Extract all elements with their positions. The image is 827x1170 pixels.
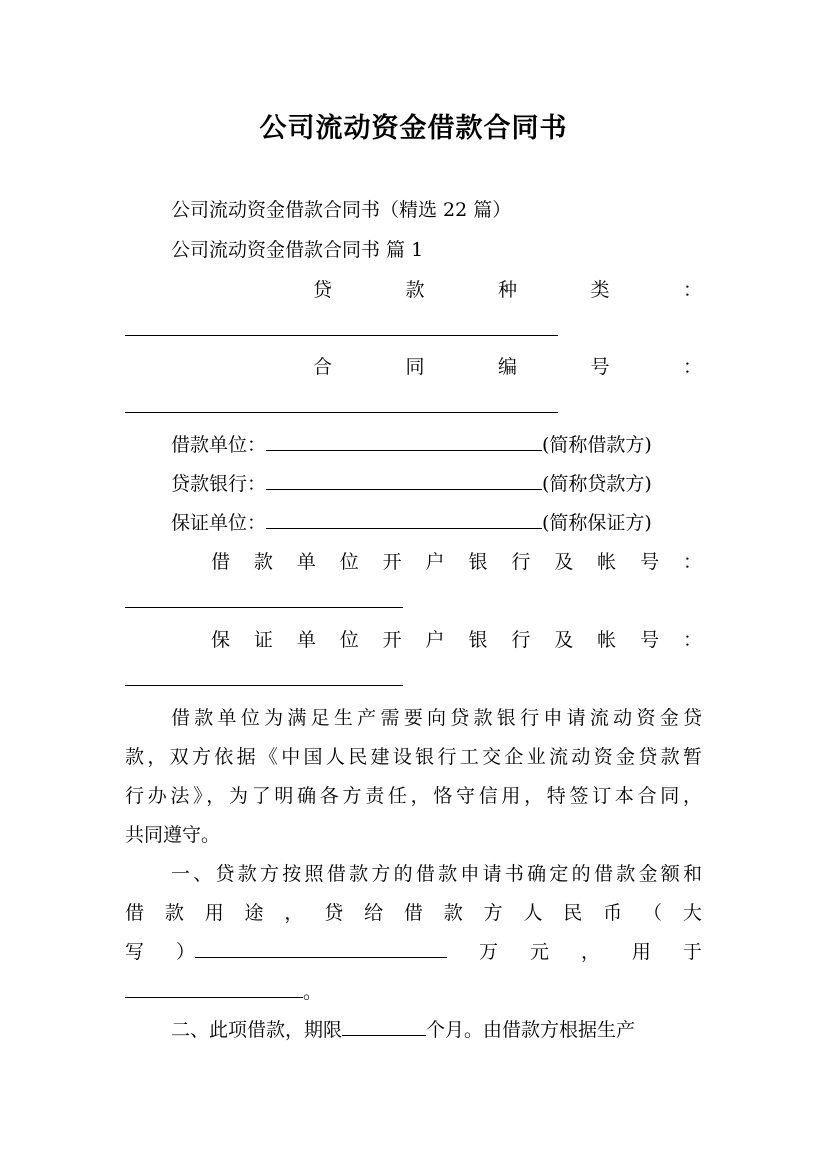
- clause1-line: 借 款 用 途 ， 贷 给 借 款 方 人 民 币 （ 大: [125, 902, 702, 924]
- clause1-line: 写 ） 万 元 ， 用 于: [125, 941, 702, 963]
- subtitle: 公司流动资金借款合同书（精选 22 篇）: [171, 199, 512, 221]
- paragraph-line: 行办法》，为了明确各方责任，恪守信用，特签订本合同，: [125, 785, 702, 807]
- paragraph-line: 款，双方依据《中国人民建设银行工交企业流动资金贷款暂: [125, 746, 702, 768]
- contract-number-label: 合 同 编 号 ：: [313, 356, 702, 378]
- borrower-account-blank: [125, 590, 702, 614]
- paragraph-line: 借款单位为满足生产需要向贷款银行申请流动资金贷: [171, 707, 702, 729]
- contract-number-blank: [125, 395, 702, 419]
- clause1-purpose-blank: 。: [125, 980, 702, 1004]
- guarantor-account-blank: [125, 668, 702, 692]
- borrower-row: 借款单位： (简称借款方): [171, 434, 652, 456]
- guarantor-row: 保证单位： (简称保证方): [171, 512, 652, 534]
- document-title: 公司流动资金借款合同书: [259, 113, 568, 144]
- borrower-account-label: 借 款 单 位 开 户 银 行 及 帐 号 ：: [211, 551, 702, 573]
- loan-type-blank: [125, 318, 702, 342]
- clause1-line: 一、贷款方按照借款方的借款申请书确定的借款金额和: [171, 863, 702, 885]
- paragraph-line: 共同遵守。: [125, 824, 221, 846]
- section-heading: 公司流动资金借款合同书 篇 1: [171, 239, 424, 261]
- loan-type-label: 贷 款 种 类 ：: [313, 279, 702, 301]
- lender-row: 贷款银行： (简称贷款方): [171, 473, 652, 495]
- guarantor-account-label: 保 证 单 位 开 户 银 行 及 帐 号 ：: [211, 629, 702, 651]
- clause2-line: 二、此项借款，期限 个月。由借款方根据生产: [171, 1019, 636, 1041]
